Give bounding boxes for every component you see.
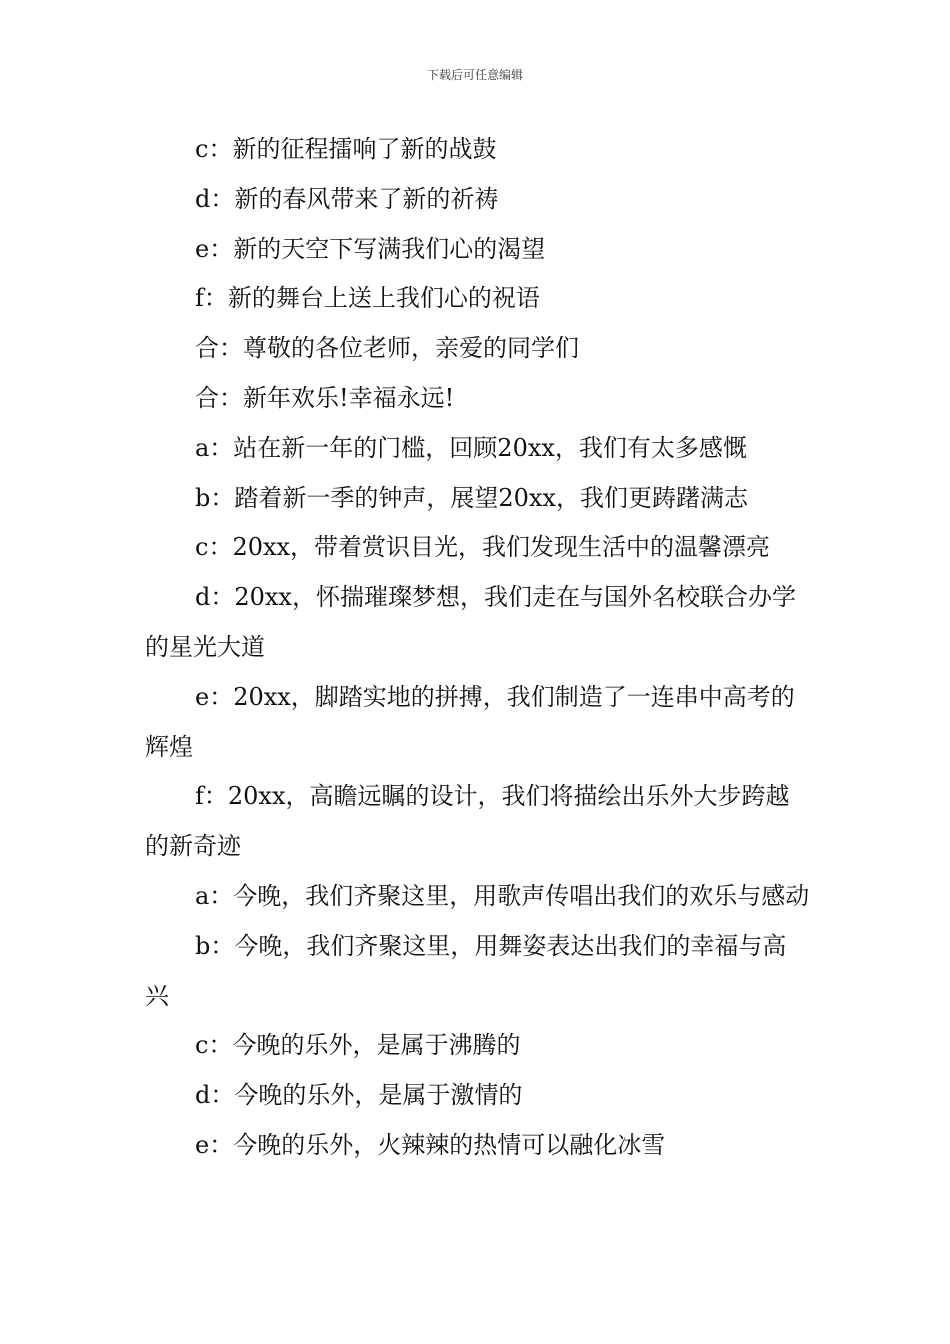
paragraph: b：踏着新一季的钟声，展望20xx，我们更踌躇满志 — [195, 483, 748, 512]
page-header-note: 下载后可任意编辑 — [426, 68, 523, 82]
paragraph: c：20xx，带着赏识目光，我们发现生活中的温馨漂亮 — [195, 533, 771, 562]
paragraph: b：今晚，我们齐聚这里，用舞姿表达出我们的幸福与高兴 — [145, 931, 787, 1010]
paragraph: f：新的舞台上送上我们心的祝语 — [195, 284, 540, 313]
paragraph: a：今晚，我们齐聚这里，用歌声传唱出我们的欢乐与感动 — [195, 881, 810, 910]
paragraph: e：20xx，脚踏实地的拼搏，我们制造了一连串中高考的辉煌 — [145, 682, 795, 761]
paragraph: a：站在新一年的门槛，回顾20xx，我们有太多感慨 — [195, 433, 747, 462]
paragraph: d：20xx，怀揣璀璨梦想，我们走在与国外名校联合办学的星光大道 — [145, 583, 796, 661]
paragraph: 合：尊敬的各位老师，亲爱的同学们 — [195, 334, 579, 363]
paragraph: e：新的天空下写满我们心的渴望 — [195, 234, 546, 263]
paragraph: c：今晚的乐外，是属于沸腾的 — [195, 1031, 521, 1060]
paragraph: f：20xx，高瞻远瞩的设计，我们将描绘出乐外大步跨越的新奇迹 — [145, 782, 790, 861]
paragraph: d：新的春风带来了新的祈祷 — [195, 184, 499, 213]
paragraph: c：新的征程擂响了新的战鼓 — [195, 135, 497, 163]
document-body — [145, 125, 810, 1171]
paragraph: 合：新年欢乐!幸福永远! — [195, 383, 455, 412]
paragraph: d：今晚的乐外，是属于激情的 — [195, 1081, 523, 1110]
paragraph: e：今晚的乐外，火辣辣的热情可以融化冰雪 — [195, 1130, 666, 1159]
